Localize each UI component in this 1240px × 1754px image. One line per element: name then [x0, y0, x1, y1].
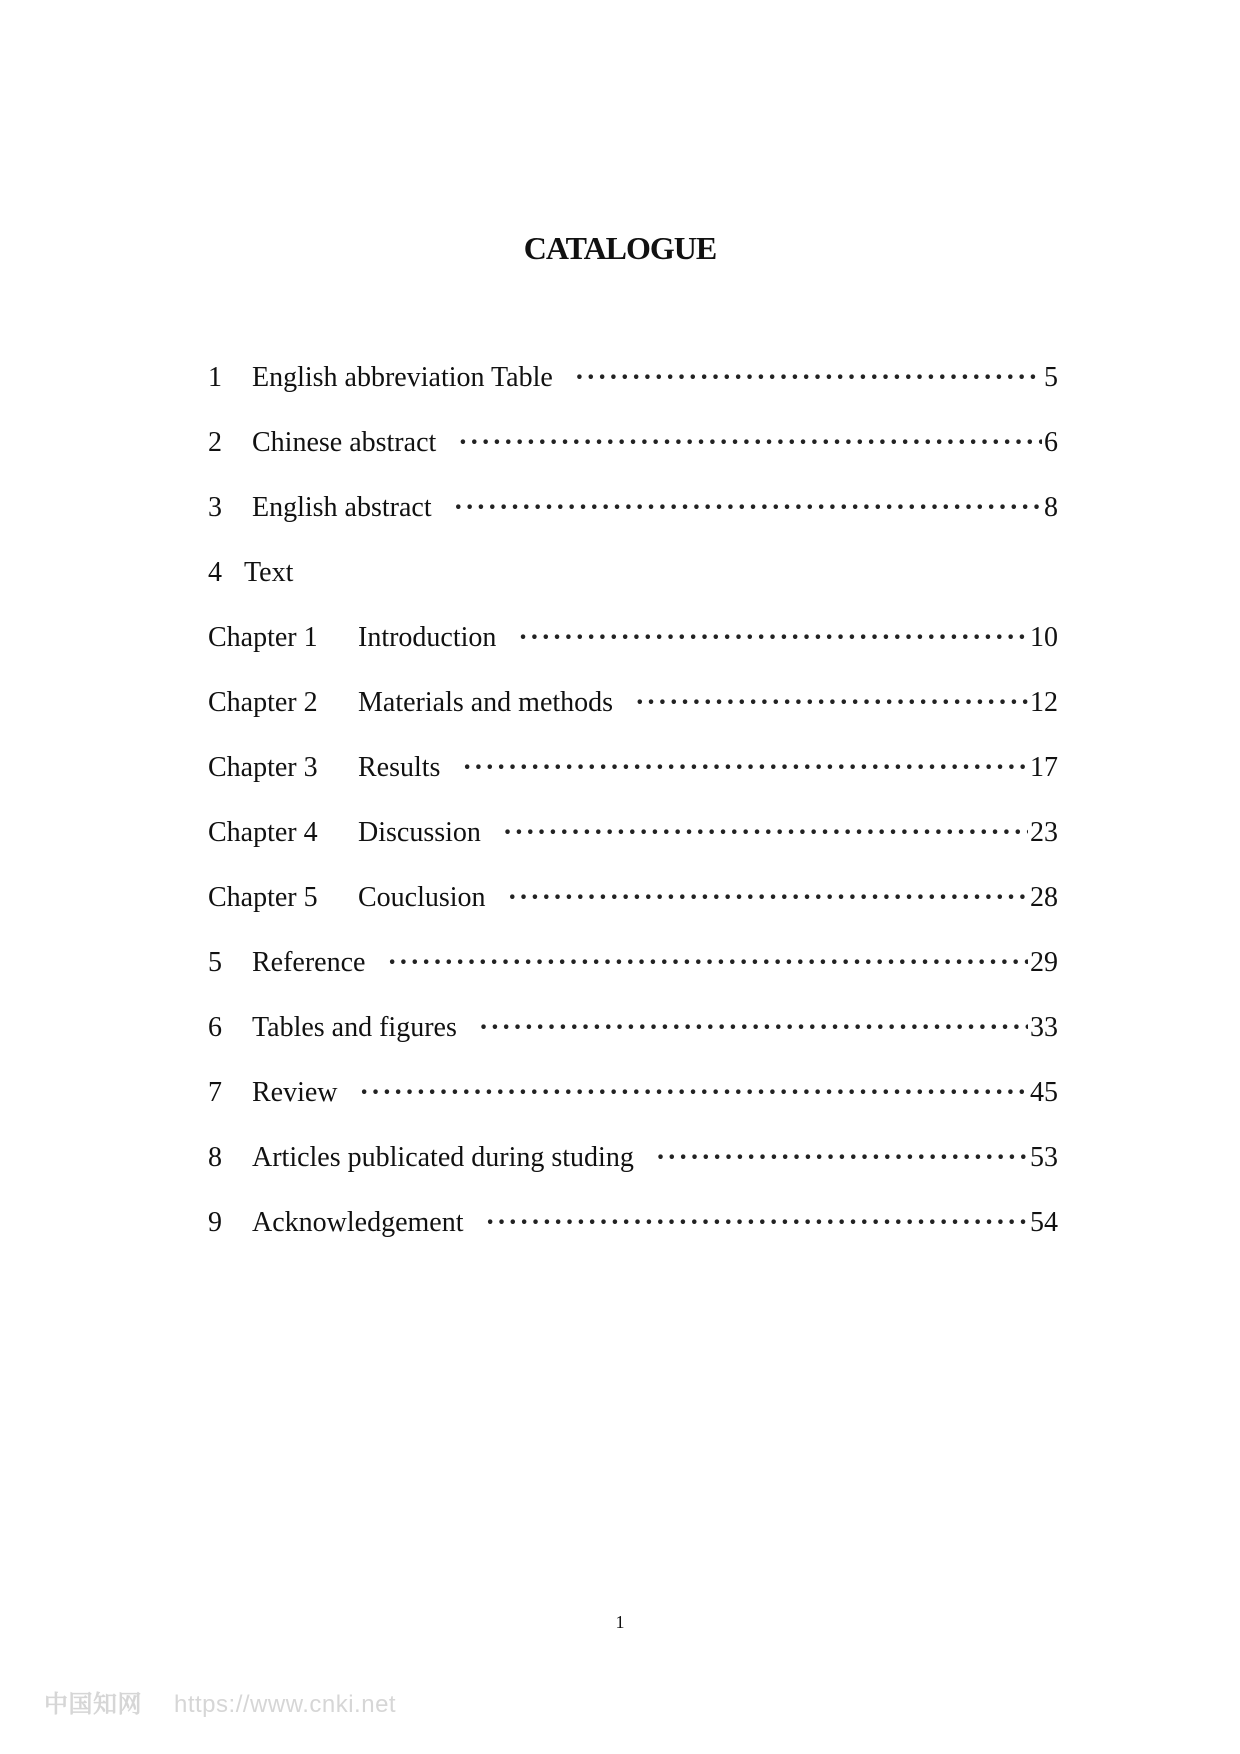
toc-entry-chapter-4[interactable]	[208, 813, 1058, 878]
toc-entry-page: 45	[1030, 1077, 1058, 1108]
toc-entry-page: 5	[1044, 362, 1058, 393]
toc-entry-label: Introduction	[358, 622, 497, 653]
toc-entry-number: Chapter 4	[208, 817, 318, 848]
toc-entry-number: 1	[208, 362, 222, 393]
toc-entry-chapter-2[interactable]	[208, 683, 1058, 748]
toc-entry-page: 8	[1044, 492, 1058, 523]
toc-entry-page: 17	[1030, 752, 1058, 783]
toc-entry-page: 28	[1030, 882, 1058, 913]
toc-entry-number: 2	[208, 427, 222, 458]
toc-entry-number: Chapter 5	[208, 882, 318, 913]
dot-leader	[508, 878, 1028, 918]
toc-entry-number: Chapter 3	[208, 752, 318, 783]
toc-entry-title	[208, 1008, 479, 1048]
toc-entry-number: Chapter 1	[208, 622, 318, 653]
dot-leader	[360, 1073, 1028, 1113]
dot-leader	[387, 943, 1028, 983]
toc-entry-page: 23	[1030, 817, 1058, 848]
toc-entry-label: English abstract	[252, 492, 432, 523]
dot-leader	[635, 683, 1028, 723]
toc-entry-tables-and-figures[interactable]	[208, 1008, 1058, 1073]
toc-entry-page: 12	[1030, 687, 1058, 718]
toc-entry-number: 5	[208, 947, 222, 978]
dot-leader	[575, 358, 1042, 398]
toc-entry-chapter-3[interactable]	[208, 748, 1058, 813]
dot-leader	[462, 748, 1028, 788]
toc-entry-page: 29	[1030, 947, 1058, 978]
toc-entry-title	[208, 878, 508, 918]
toc-entry-chapter-1[interactable]	[208, 618, 1058, 683]
toc-entry-title	[208, 683, 635, 723]
dot-leader	[486, 1203, 1029, 1243]
toc-entry-title	[208, 1138, 656, 1178]
toc-entry-number: 4	[208, 557, 222, 588]
toc-entry-title	[208, 488, 454, 528]
toc-entry-label: Materials and methods	[358, 687, 614, 718]
toc-entry-review[interactable]	[208, 1073, 1058, 1138]
dot-leader	[479, 1008, 1028, 1048]
toc-entry-label: Articles publicated during studing	[252, 1142, 634, 1173]
table-of-contents	[208, 358, 1058, 1268]
toc-entry-label: Text	[244, 557, 294, 588]
toc-entry-number: 8	[208, 1142, 222, 1173]
toc-entry-reference[interactable]	[208, 943, 1058, 1008]
toc-entry-chinese-abstract[interactable]	[208, 423, 1058, 488]
dot-leader	[518, 618, 1028, 658]
watermark-brand: 中国知网	[44, 1691, 142, 1718]
toc-entry-title	[208, 813, 503, 853]
toc-entry-number: Chapter 2	[208, 687, 318, 718]
toc-entry-number: 6	[208, 1012, 222, 1043]
toc-entry-label: Chinese abstract	[252, 427, 437, 458]
toc-entry-label: Results	[358, 752, 441, 783]
toc-entry-label: Acknowledgement	[252, 1207, 464, 1238]
toc-entry-title	[208, 358, 575, 398]
toc-entry-number: 9	[208, 1207, 222, 1238]
dot-leader	[656, 1138, 1028, 1178]
cnki-watermark	[44, 1684, 396, 1719]
toc-entry-label: Discussion	[358, 817, 481, 848]
toc-entry-english-abbreviation-table[interactable]	[208, 358, 1058, 423]
toc-entry-label: Couclusion	[358, 882, 486, 913]
toc-entry-page: 33	[1030, 1012, 1058, 1043]
watermark-url: https://www.cnki.net	[174, 1691, 397, 1718]
toc-entry-title	[208, 1203, 486, 1243]
toc-entry-label: Review	[252, 1077, 338, 1108]
toc-entry-title	[208, 943, 387, 983]
toc-entry-acknowledgement[interactable]	[208, 1203, 1058, 1268]
dot-leader	[503, 813, 1028, 853]
toc-entry-label: English abbreviation Table	[252, 362, 553, 393]
dot-leader	[458, 423, 1042, 463]
toc-entry-page: 6	[1044, 427, 1058, 458]
toc-entry-title	[208, 553, 315, 593]
toc-entry-english-abstract[interactable]	[208, 488, 1058, 553]
page-title: CATALOGUE	[523, 230, 717, 266]
dot-leader	[454, 488, 1042, 528]
toc-entry-page: 54	[1030, 1207, 1058, 1238]
toc-entry-articles-publicated[interactable]	[208, 1138, 1058, 1203]
toc-entry-title	[208, 423, 458, 463]
toc-entry-label: Reference	[252, 947, 366, 978]
toc-entry-title	[208, 1073, 360, 1113]
toc-entry-title	[208, 748, 462, 788]
toc-entry-title	[208, 618, 518, 658]
toc-entry-page: 53	[1030, 1142, 1058, 1173]
toc-entry-page: 10	[1030, 622, 1058, 653]
page-number: 1	[615, 1612, 625, 1632]
toc-entry-number: 7	[208, 1077, 222, 1108]
toc-entry-number: 3	[208, 492, 222, 523]
toc-entry-text[interactable]	[208, 553, 1058, 618]
toc-entry-chapter-5[interactable]	[208, 878, 1058, 943]
toc-entry-label: Tables and figures	[252, 1012, 457, 1043]
